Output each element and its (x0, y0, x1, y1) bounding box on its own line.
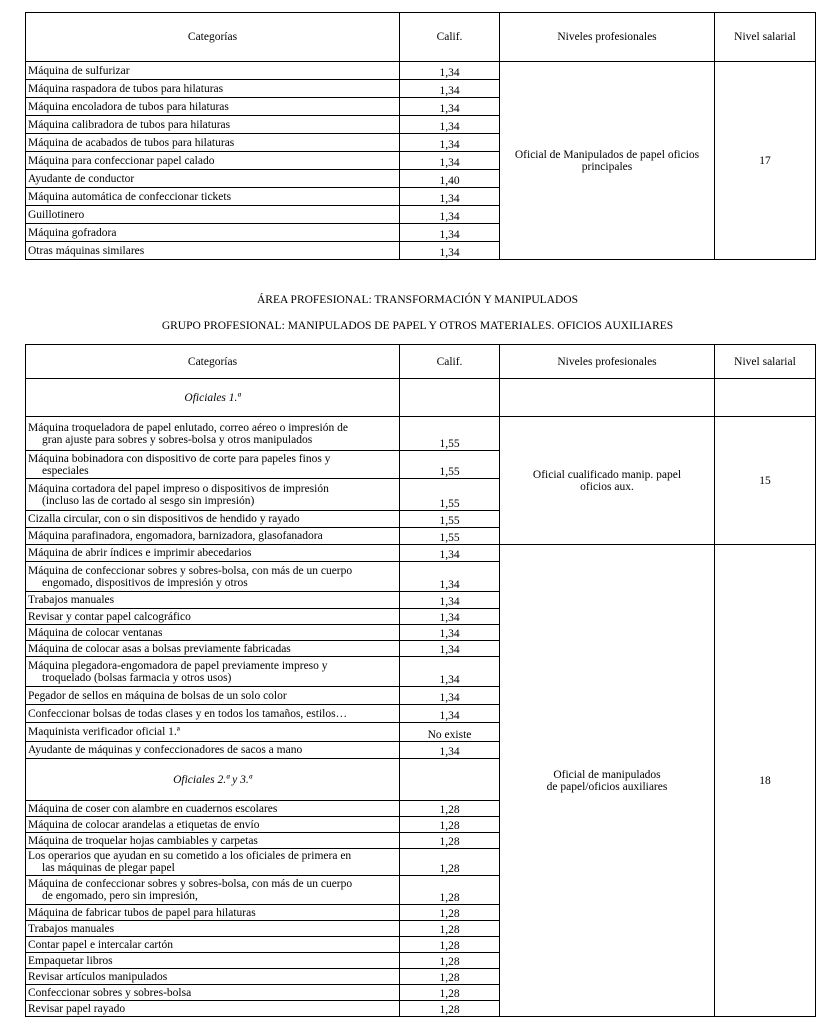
grupo-profesional-heading: GRUPO PROFESIONAL: MANIPULADOS DE PAPEL Y OTROS MATERIALES. OFICIOS AUXILIARES (161, 320, 674, 332)
subheader-oficiales-1: Oficiales 1.ª (26, 379, 400, 417)
row-line: engomado, dispositivos de impresión y otros (42, 576, 248, 589)
row-categoria: Ayudante de máquinas y confeccionadores de sacos a mano (26, 742, 400, 759)
row-categoria: Revisar y contar papel calcográfico (26, 609, 400, 625)
row-categoria: Máquina de fabricar tubos de papel para hilaturas (26, 905, 400, 921)
row-line: especiales (42, 464, 89, 477)
row-calif: 1,34 (400, 206, 500, 224)
row-categoria: Máquina calibradora de tubos para hilaturas (26, 116, 400, 134)
row-calif: 1,34 (400, 657, 500, 687)
row-calif: 1,28 (400, 969, 500, 985)
row-categoria: Máquina encoladora de tubos para hilaturas (26, 98, 400, 116)
header-niveles: Niveles profesionales (500, 13, 715, 62)
row-calif: 1,28 (400, 833, 500, 849)
row-categoria (26, 417, 400, 451)
row-categoria: Máquina de sulfurizar (26, 62, 400, 80)
row-calif: 1,34 (400, 116, 500, 134)
row-categoria: Máquina automática de confeccionar tickets (26, 188, 400, 206)
row-categoria: Máquina de coser con alambre en cuadernos escolares (26, 801, 400, 817)
row-categoria: Máquina de colocar ventanas (26, 625, 400, 641)
row-categoria (26, 849, 400, 876)
header-calif: Calif. (400, 13, 500, 62)
row-calif: 1,34 (400, 224, 500, 242)
row-calif: 1,28 (400, 1001, 500, 1017)
row-categoria: Revisar papel rayado (26, 1001, 400, 1017)
row-calif: 1,34 (400, 609, 500, 625)
row-calif: 1,28 (400, 801, 500, 817)
row-line: Máquina bobinadora con dispositivo de corte para papeles finos y (28, 452, 331, 465)
row-line: Máquina de confeccionar sobres y sobres-bolsa, con más de un cuerpo (28, 564, 353, 577)
empty-cell (500, 379, 715, 417)
row-calif: 1,28 (400, 876, 500, 905)
row-categoria: Máquina de colocar arandelas a etiquetas de envío (26, 817, 400, 833)
nivel-line: principales (581, 160, 633, 173)
nivel-line: Oficial de Manipulados de papel oficios (514, 148, 700, 161)
row-calif: 1,28 (400, 905, 500, 921)
row-calif: 1,34 (400, 705, 500, 723)
row-calif: 1,28 (400, 953, 500, 969)
row-line: Máquina de confeccionar sobres y sobres-bolsa, con más de un cuerpo (28, 878, 353, 890)
row-categoria: Máquina para confeccionar papel calado (26, 152, 400, 170)
nivel-profesional (500, 62, 715, 260)
row-calif: 1,34 (400, 80, 500, 98)
row-categoria: Trabajos manuales (26, 921, 400, 937)
empty-cell (400, 379, 500, 417)
nivel-line: Oficial cualificado manip. papel (532, 468, 682, 481)
row-line: las máquinas de plegar papel (42, 862, 175, 874)
row-calif: 1,55 (400, 479, 500, 511)
row-line: troquelado (bolsas farmacia y otros usos) (42, 671, 232, 684)
nivel-line: de papel/oficios auxiliares (546, 780, 668, 793)
row-calif: 1,28 (400, 849, 500, 876)
row-categoria: Pegador de sellos en máquina de bolsas de un solo color (26, 687, 400, 705)
row-calif: 1,34 (400, 687, 500, 705)
row-categoria: Ayudante de conductor (26, 170, 400, 188)
row-calif: 1,28 (400, 817, 500, 833)
nivel-line: oficios aux. (580, 480, 634, 493)
nivel-profesional (500, 545, 715, 1017)
row-categoria: Cizalla circular, con o sin dispositivos de hendido y rayado (26, 511, 400, 528)
row-calif: 1,40 (400, 170, 500, 188)
row-calif: 1,34 (400, 152, 500, 170)
nivel-salarial: 15 (715, 417, 816, 545)
row-categoria (26, 876, 400, 905)
table-oficios-auxiliares (25, 344, 816, 1017)
row-calif: 1,34 (400, 592, 500, 609)
header-nivel-salarial: Nivel salarial (715, 13, 816, 62)
header-niveles: Niveles profesionales (500, 345, 715, 379)
area-profesional-heading: ÁREA PROFESIONAL: TRANSFORMACIÓN Y MANIPULADOS (257, 294, 578, 306)
row-categoria: Máquina gofradora (26, 224, 400, 242)
row-categoria (26, 562, 400, 592)
nivel-line: Oficial de manipulados (553, 768, 661, 781)
row-categoria (26, 451, 400, 479)
row-categoria: Otras máquinas similares (26, 242, 400, 260)
row-calif: 1,55 (400, 511, 500, 528)
row-categoria: Contar papel e intercalar cartón (26, 937, 400, 953)
row-categoria: Maquinista verificador oficial 1.ª (26, 723, 400, 742)
row-calif: 1,34 (400, 641, 500, 657)
subheader-oficiales-2-3: Oficiales 2.ª y 3.ª (26, 759, 400, 801)
nivel-profesional (500, 417, 715, 545)
row-line: de engomado, pero sin impresión, (42, 890, 198, 902)
row-calif: 1,34 (400, 242, 500, 260)
row-calif: 1,28 (400, 921, 500, 937)
nivel-salarial: 17 (715, 62, 816, 260)
row-categoria: Máquina de acabados de tubos para hilaturas (26, 134, 400, 152)
row-categoria: Máquina raspadora de tubos para hilaturas (26, 80, 400, 98)
row-calif: 1,55 (400, 528, 500, 545)
row-categoria: Empaquetar libros (26, 953, 400, 969)
row-categoria: Confeccionar sobres y sobres-bolsa (26, 985, 400, 1001)
row-calif: 1,34 (400, 742, 500, 759)
row-categoria (26, 479, 400, 511)
row-categoria: Confeccionar bolsas de todas clases y en todos los tamaños, estilos… (26, 705, 400, 723)
empty-cell (715, 379, 816, 417)
row-calif: 1,34 (400, 98, 500, 116)
row-calif: 1,34 (400, 134, 500, 152)
header-nivel-salarial: Nivel salarial (715, 345, 816, 379)
row-calif: 1,55 (400, 451, 500, 479)
row-categoria: Máquina de abrir índices e imprimir abecedarios (26, 545, 400, 562)
row-calif: 1,28 (400, 937, 500, 953)
row-calif: 1,55 (400, 417, 500, 451)
header-calif: Calif. (400, 345, 500, 379)
row-line: Máquina troqueladora de papel enlutado, correo aéreo o impresión de (28, 421, 348, 434)
row-calif: 1,28 (400, 985, 500, 1001)
row-calif: 1,34 (400, 625, 500, 641)
table-oficios-principales (25, 12, 816, 260)
row-categoria: Máquina de troquelar hojas cambiables y carpetas (26, 833, 400, 849)
empty-cell (400, 759, 500, 801)
row-categoria (26, 657, 400, 687)
row-line: (incluso las de cortado al sesgo sin impresión) (42, 494, 255, 507)
row-line: Los operarios que ayudan en su cometido a los oficiales de primera en (28, 850, 352, 862)
row-calif: 1,34 (400, 188, 500, 206)
header-categorias: Categorías (26, 345, 400, 379)
row-line: Máquina plegadora-engomadora de papel previamente impreso y (28, 659, 328, 672)
row-categoria: Revisar artículos manipulados (26, 969, 400, 985)
row-categoria: Guillotinero (26, 206, 400, 224)
row-line: gran ajuste para sobres y sobres-bolsa y otros manipulados (42, 433, 313, 446)
row-line: Máquina cortadora del papel impreso o dispositivos de impresión (28, 482, 329, 495)
row-categoria: Trabajos manuales (26, 592, 400, 609)
row-calif: 1,34 (400, 545, 500, 562)
nivel-salarial: 18 (715, 545, 816, 1017)
row-calif: 1,34 (400, 562, 500, 592)
row-calif: No existe (400, 723, 500, 742)
row-calif: 1,34 (400, 62, 500, 80)
row-categoria: Máquina de colocar asas a bolsas previamente fabricadas (26, 641, 400, 657)
header-categorias: Categorías (26, 13, 400, 62)
row-categoria: Máquina parafinadora, engomadora, barnizadora, glasofanadora (26, 528, 400, 545)
